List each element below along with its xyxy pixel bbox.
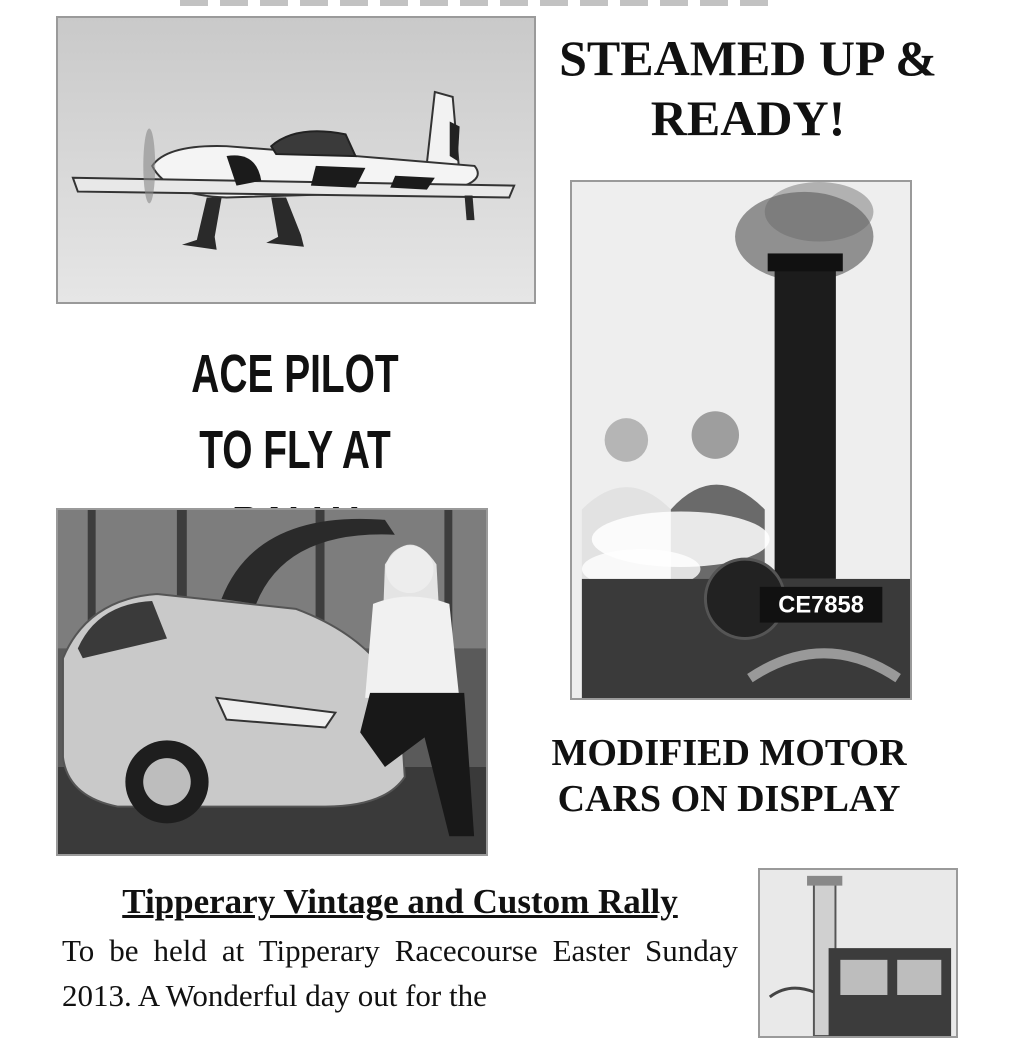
headline-modified-motor: MODIFIED MOTOR CARS ON DISPLAY	[551, 732, 907, 820]
rally-description: To be held at Tipperary Racecourse Easter Sunday 2013. A Wonderful day out for the	[62, 933, 738, 1013]
steam-engine-photo	[570, 180, 912, 700]
cropped-text-strip	[180, 0, 780, 6]
aerobatic-plane-photo	[56, 16, 536, 304]
vintage-bus-photo	[758, 868, 958, 1038]
number-plate: CE7858	[778, 591, 864, 619]
rally-heading: Tipperary Vintage and Custom Rally	[122, 882, 678, 921]
headline-steamed-up: STEAMED UP & READY!	[559, 30, 937, 146]
headline-ace-pilot: ACE PILOT TO FLY AT	[191, 344, 399, 480]
modified-car-photo	[56, 508, 488, 856]
